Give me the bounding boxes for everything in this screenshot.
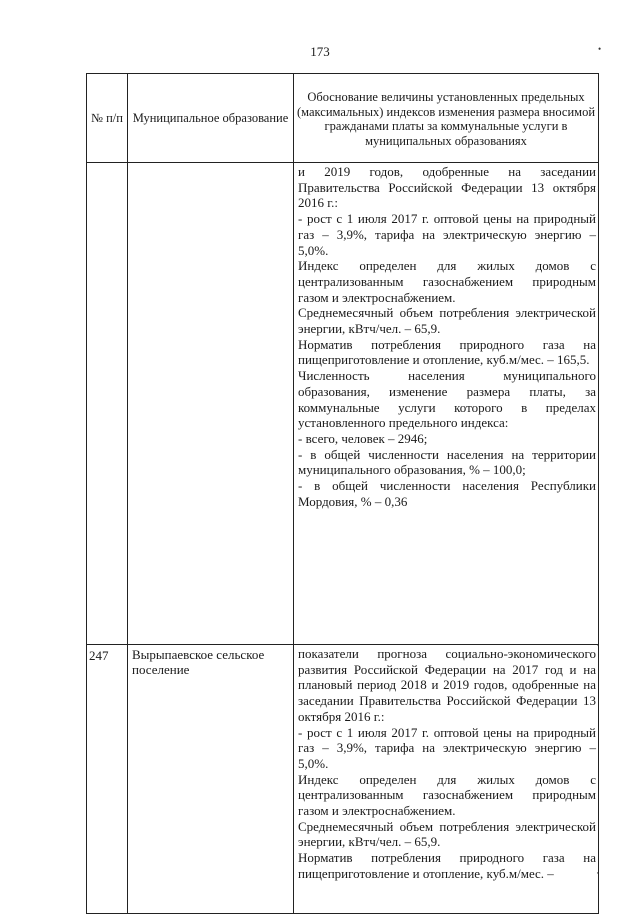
- scan-speck: •: [598, 44, 602, 54]
- justification-line: - в общей численности населения Республики Мордовия, % – 0,36: [298, 478, 596, 509]
- table-row-247: [87, 645, 599, 914]
- justification-line: Норматив потребления природного газа на пищеприготовление и отопление, куб.м/мес. –: [298, 850, 596, 881]
- justification-line: Индекс определен для жилых домов с централизованным газоснабжением природным газом и электроснабжением.: [298, 771, 596, 819]
- justification-line: - рост с 1 июля 2017 г. оптовой цены на природный газ – 3,9%, тарифа на электрическую энергию – 5,0%.: [298, 211, 596, 258]
- row-justification: [294, 645, 599, 914]
- justification-line: Норматив потребления природного газа на пищеприготовление и отопление, куб.м/мес. – 165,5.: [298, 336, 596, 368]
- justification-line: Среднемесячный объем потребления электрической энергии, кВтч/чел. – 65,9.: [298, 818, 596, 850]
- row-num: [87, 163, 128, 645]
- justification-line: показатели прогноза социально-экономического развития Российской Федерации на 2017 год и на плановый период 2018 и 2019 годов, одобренные на заседании Правительства Российской Федерации 13 октября 2016 г.:: [298, 646, 596, 724]
- justification-line: - всего, человек – 2946;: [298, 430, 428, 446]
- justification-line: Численность населения муниципального образования, изменение размера платы, за коммунальные услуги которого в пределах установленного предельного индекса:: [298, 368, 596, 431]
- justification-line: Среднемесячный объем потребления электрической энергии, кВтч/чел. – 65,9.: [298, 305, 596, 337]
- row-municipality: [128, 163, 294, 645]
- justification-line: Индекс определен для жилых домов с централизованным газоснабжением природным газом и электроснабжением.: [298, 258, 596, 305]
- row-municipality: Вырыпаевское сельское поселение: [128, 645, 294, 914]
- scan-speck: ·: [596, 640, 599, 650]
- table-header-row: [87, 74, 599, 163]
- header-municipality: Муниципальное образование: [128, 74, 294, 163]
- justification-line: - рост с 1 июля 2017 г. оптовой цены на природный газ – 3,9%, тарифа на электрическую энергию – 5,0%.: [298, 724, 596, 771]
- header-num: № п/п: [87, 74, 128, 163]
- row-justification: [294, 163, 599, 645]
- row-num: 247: [87, 645, 128, 914]
- scan-speck: ·: [596, 868, 599, 878]
- header-justification: Обоснование величины установленных предельных (максимальных) индексов изменения размера вносимой гражданами платы за коммунальные услуги в муниципальных образованиях: [294, 74, 599, 163]
- page-number: 173: [310, 44, 330, 59]
- tariff-table: [86, 73, 599, 914]
- justification-line: - в общей численности населения на территории муниципального образования, % – 100,0;: [298, 446, 596, 478]
- table-row-continuation: [87, 163, 599, 645]
- justification-line: и 2019 годов, одобренные на заседании Правительства Российской Федерации 13 октября 2016 г.:: [298, 164, 596, 211]
